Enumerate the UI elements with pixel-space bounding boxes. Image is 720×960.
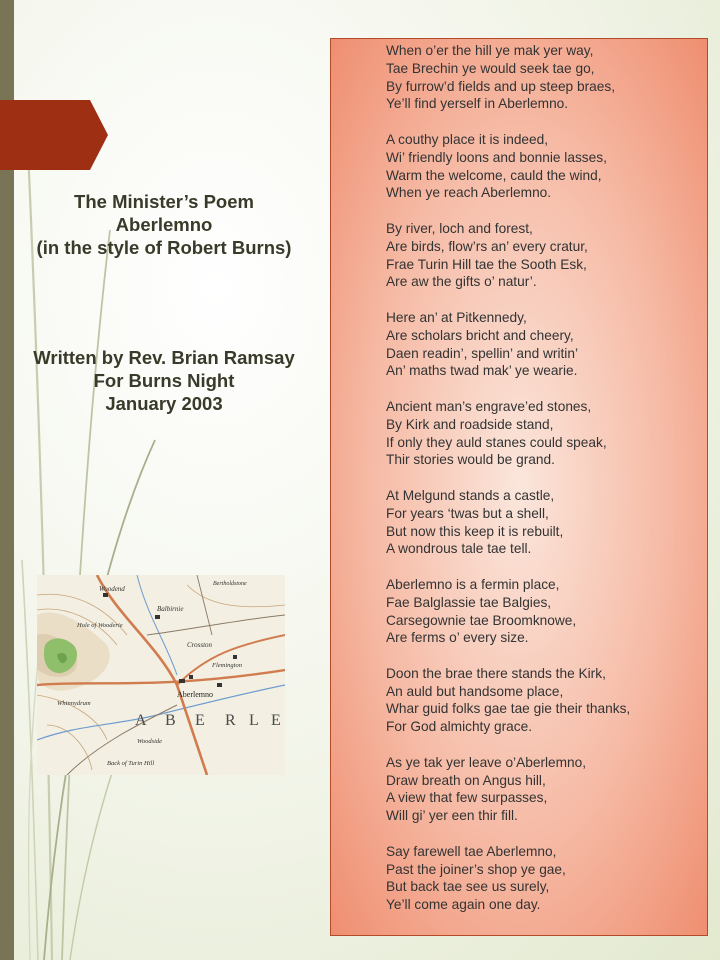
poem-line: Are scholars bricht and cheery, [386, 327, 574, 343]
map-label: Balbirnie [157, 605, 184, 613]
poem-line: Wi’ friendly loons and bonnie lasses, [386, 149, 607, 165]
poem-line: By river, loch and forest, [386, 220, 533, 236]
map-big-letter: A [135, 712, 147, 729]
title-line: Aberlemno [115, 214, 213, 235]
poem-line: Frae Turin Hill tae the Sooth Esk, [386, 256, 587, 272]
map-label: Whinnydrum [57, 700, 91, 707]
poem-line: A view that few surpasses, [386, 790, 548, 806]
poem-line: Are aw the gifts o’ natur’. [386, 274, 537, 290]
poem-line: But now this keep it is rebuilt, [386, 523, 564, 539]
map-label: Woodend [99, 585, 125, 593]
poem-line: Daen readin’, spellin’ and writin’ [386, 345, 578, 361]
arrow-accent-shape [0, 100, 110, 170]
map-label: Bertholdstone [213, 581, 247, 587]
poem-line: An auld but handsome place, [386, 683, 564, 699]
poem-line: Fae Balglassie tae Balgies, [386, 594, 552, 610]
poem-panel [330, 38, 708, 936]
poem-line: Tae Brechin ye would seek tae go, [386, 60, 595, 76]
poem-line: Whar guid folks gae tae gie their thanks, [386, 701, 631, 717]
poem-stanza [386, 309, 706, 380]
byline-line: Written by Rev. Brian Ramsay [33, 347, 295, 368]
poem-line: But back tae see us surely, [386, 879, 550, 895]
poem-line: When o’er the hill ye mak yer way, [386, 43, 594, 58]
map-label: Crosston [187, 641, 213, 649]
title-line: The Minister’s Poem [74, 191, 254, 212]
byline-line: For Burns Night [93, 370, 235, 391]
poem-stanza [386, 220, 706, 291]
poem-line: For years ‘twas but a shell, [386, 505, 549, 521]
poem-stanza [386, 665, 706, 736]
poem-stanza [386, 576, 706, 647]
poem-text [386, 42, 706, 932]
poem-line: As ye tak yer leave o’Aberlemno, [386, 754, 587, 770]
map-label: Hole of Wooderie [77, 622, 123, 629]
poem-line: Ye’ll find yerself in Aberlemno. [386, 96, 569, 112]
map-big-letter: B [165, 712, 176, 729]
poem-line: Draw breath on Angus hill, [386, 772, 546, 788]
map-label: Flemington [212, 662, 242, 669]
aberlemno-map-image [37, 575, 285, 775]
poem-line: When ye reach Aberlemno. [386, 185, 552, 201]
poem-line: Ye’ll come again one day. [386, 897, 541, 913]
poem-line: Are birds, flow’rs an’ every cratur, [386, 238, 588, 254]
poem-line: By Kirk and roadside stand, [386, 416, 554, 432]
poem-byline [0, 346, 328, 415]
byline-line: January 2003 [105, 393, 223, 414]
map-big-letter: L [249, 712, 259, 729]
poem-line: Doon the brae there stands the Kirk, [386, 665, 606, 681]
poem-line: Say farewell tae Aberlemno, [386, 843, 557, 859]
poem-line: At Melgund stands a castle, [386, 487, 555, 503]
map-big-letter: R [225, 712, 236, 729]
poem-line: Aberlemno is a fermin place, [386, 576, 560, 592]
map-big-letter: E [271, 712, 281, 729]
poem-stanza [386, 398, 706, 469]
poem-line: An’ maths twad mak’ ye wearie. [386, 363, 578, 379]
poem-line: A wondrous tale tae tell. [386, 541, 532, 557]
poem-stanza [386, 42, 706, 113]
poem-title [0, 190, 328, 259]
map-label: Back of Turin Hill [107, 760, 155, 767]
map-label: Woodside [137, 738, 163, 745]
poem-line: Carsegownie tae Broomknowe, [386, 612, 577, 628]
poem-line: By furrow’d fields and up steep braes, [386, 78, 616, 94]
title-line: (in the style of Robert Burns) [36, 237, 292, 258]
poem-stanza [386, 487, 706, 558]
poem-line: Thir stories would be grand. [386, 452, 555, 468]
poem-line: A couthy place it is indeed, [386, 131, 549, 147]
poem-line: Here an’ at Pitkennedy, [386, 309, 527, 325]
poem-stanza [386, 754, 706, 825]
poem-line: Ancient man’s engrave’ed stones, [386, 398, 592, 414]
poem-line: Are ferms o’ every size. [386, 630, 529, 646]
poem-line: For God almichty grace. [386, 719, 533, 735]
map-label: Aberlemno [177, 690, 213, 699]
poem-line: Past the joiner’s shop ye gae, [386, 861, 566, 877]
poem-line: Will gi’ yer een thir fill. [386, 808, 518, 824]
poem-stanza [386, 131, 706, 202]
poem-stanza [386, 843, 706, 914]
map-big-letter: E [195, 712, 205, 729]
poem-line: If only they auld stanes could speak, [386, 434, 607, 450]
poem-line: Warm the welcome, cauld the wind, [386, 167, 602, 183]
